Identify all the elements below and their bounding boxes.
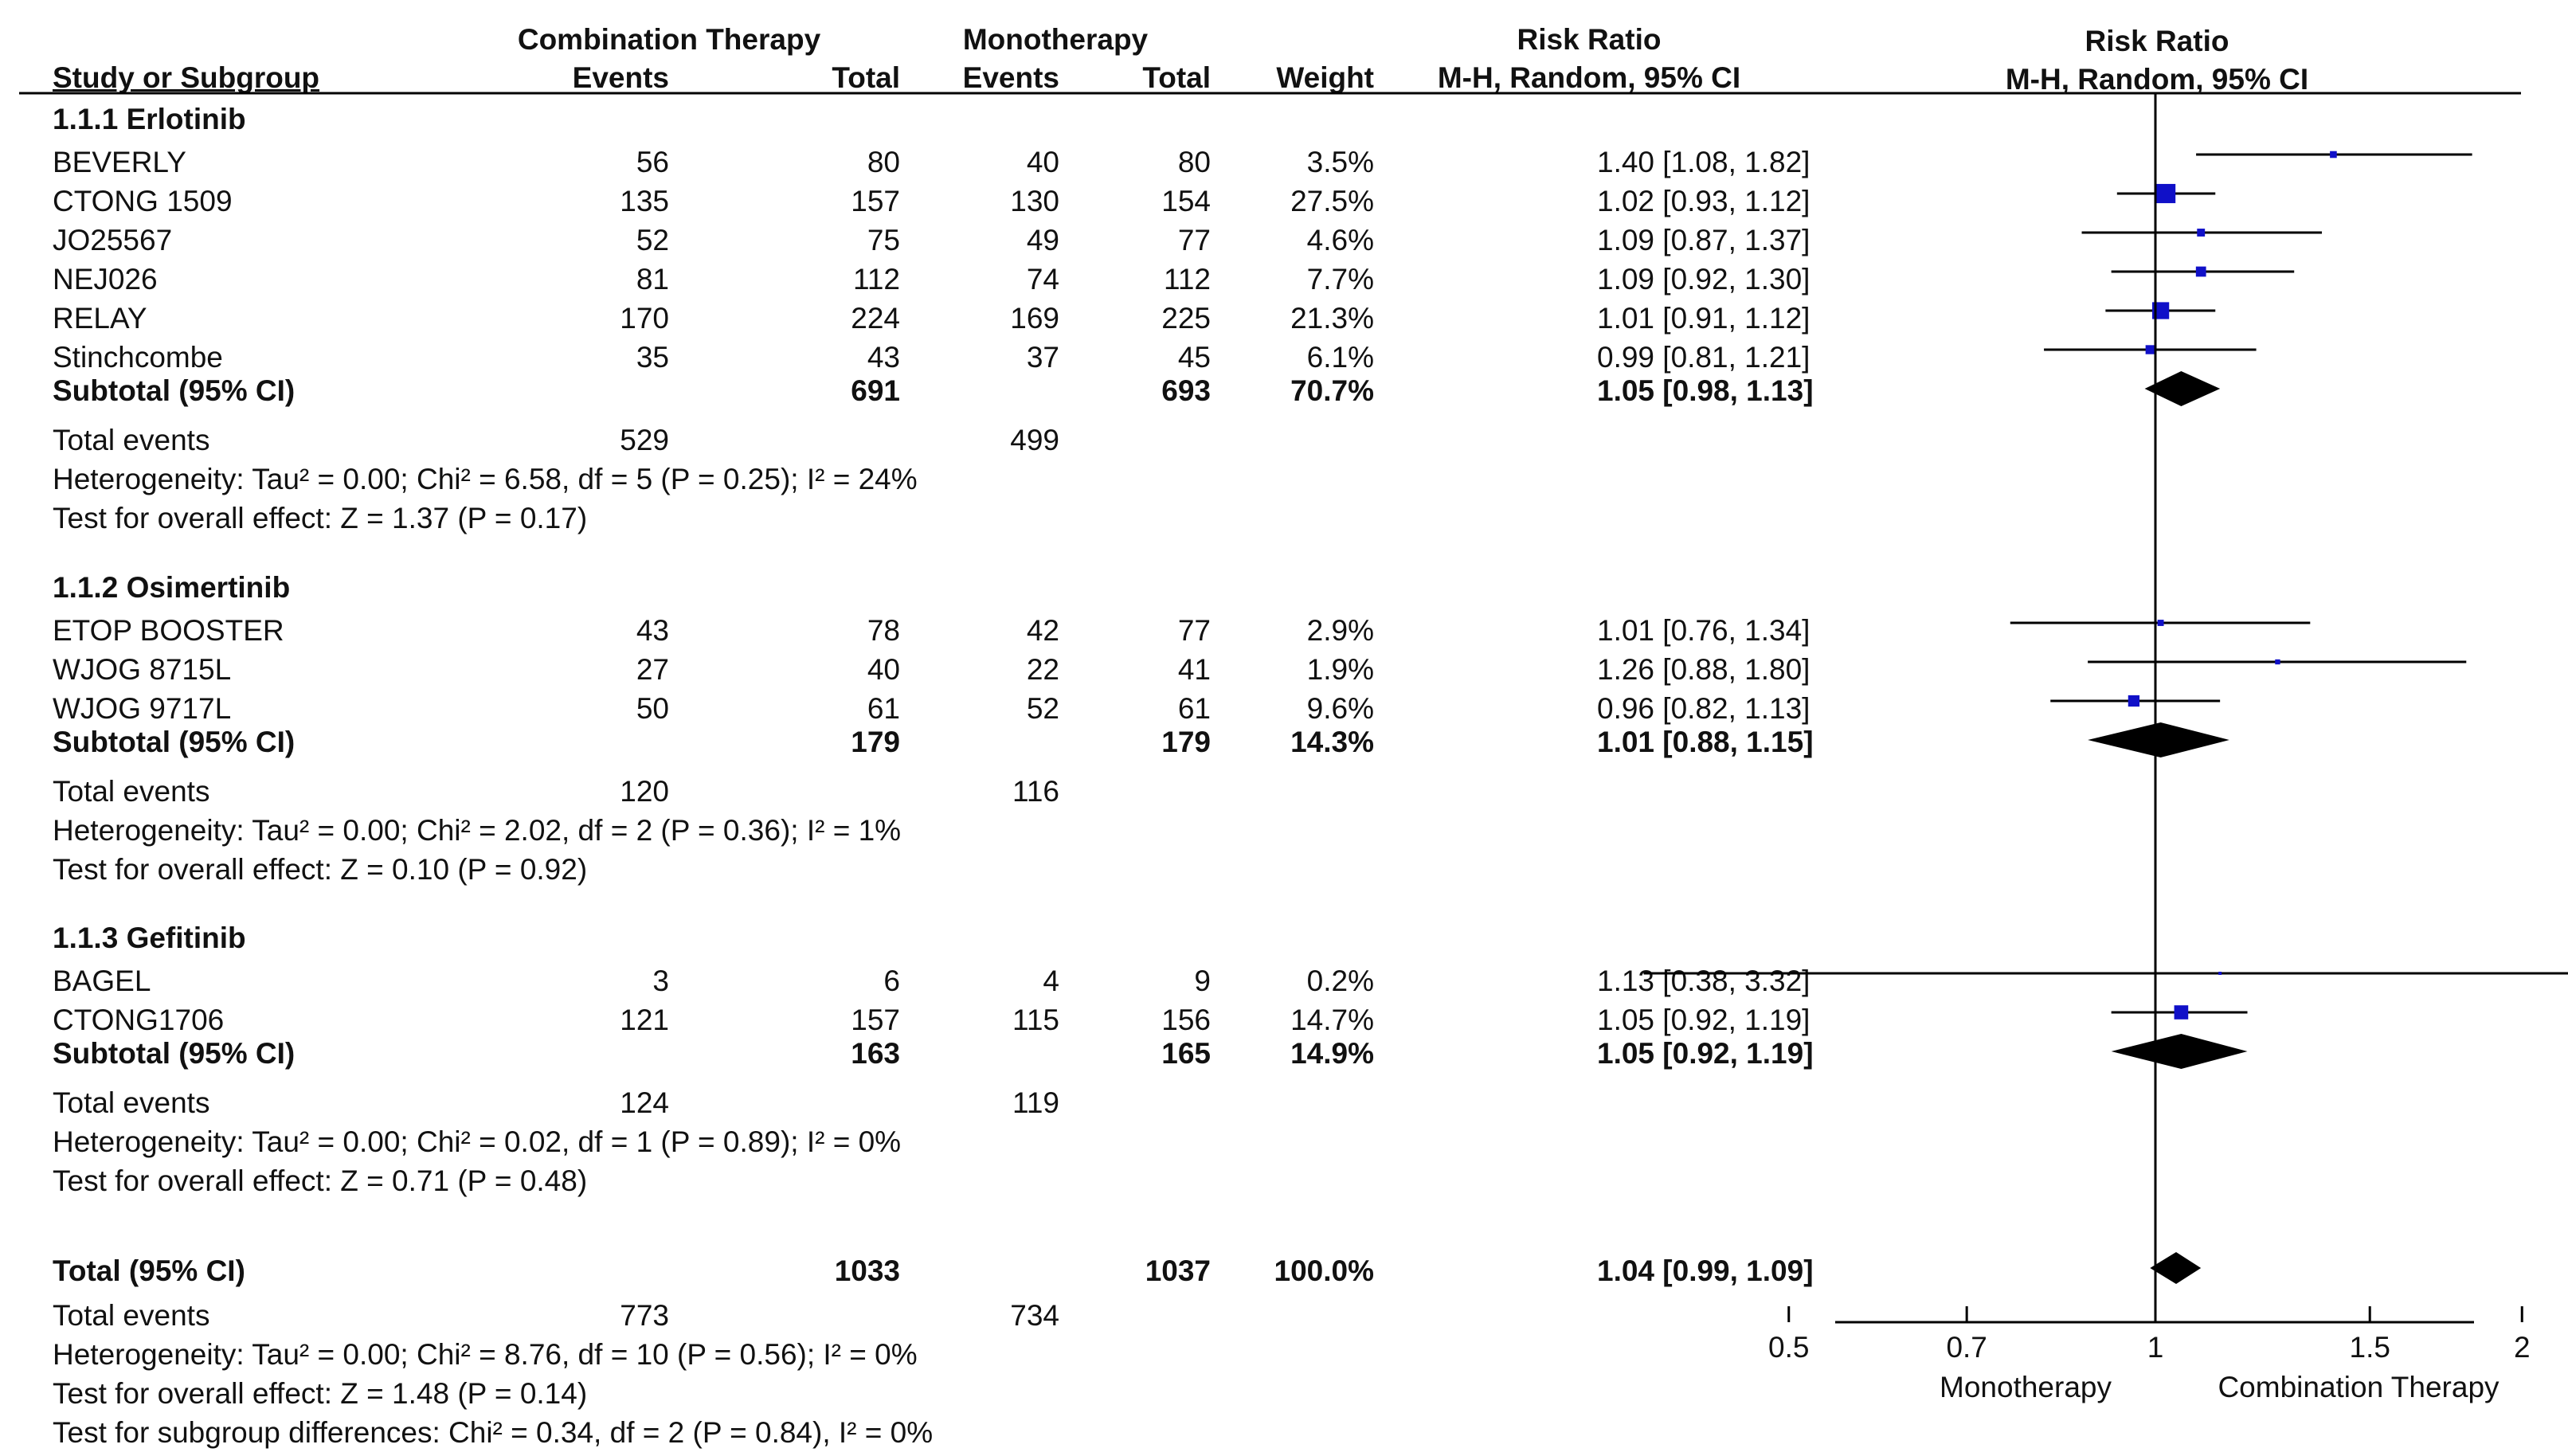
x-axis-tick-label: 2 xyxy=(2513,1331,2531,1364)
subgroup-title: 1.1.3 Gefitinib xyxy=(53,922,246,954)
subtotal-weight: 14.3% xyxy=(1290,726,1374,758)
study-effect-square xyxy=(2197,229,2205,237)
x-axis-tick-label: 1.5 xyxy=(2349,1331,2390,1364)
mono-events-header: Events xyxy=(962,61,1059,94)
ci-cell: 1.40 [1.08, 1.82] xyxy=(1597,146,1811,178)
weight-cell: 4.6% xyxy=(1306,224,1374,256)
comb-events-cell: 52 xyxy=(636,224,669,256)
subtotal-ci: 1.05 [0.98, 1.13] xyxy=(1597,374,1814,407)
comb-events-cell: 50 xyxy=(636,692,669,725)
ci-cell: 0.96 [0.82, 1.13] xyxy=(1597,692,1811,725)
mono-events-cell: 37 xyxy=(1026,341,1059,374)
study-name: BAGEL xyxy=(53,965,151,997)
ci-cell: 1.09 [0.92, 1.30] xyxy=(1597,263,1811,296)
study-effect-square xyxy=(2218,972,2222,975)
subtotal-mono-total: 165 xyxy=(1161,1037,1211,1070)
mono-total-cell: 156 xyxy=(1161,1004,1211,1036)
comb-events-cell: 121 xyxy=(620,1004,669,1036)
study-column-header: Study or Subgroup xyxy=(53,61,320,94)
comb-events-cell: 135 xyxy=(620,185,669,217)
subtotal-comb-total: 179 xyxy=(851,726,900,758)
mono-events-cell: 52 xyxy=(1026,692,1059,725)
overall-total-events-comb: 773 xyxy=(620,1299,669,1332)
subgroup-differences-text: Test for subgroup differences: Chi² = 0.34, df = 2 (P = 0.84), I² = 0% xyxy=(53,1416,934,1449)
weight-cell: 27.5% xyxy=(1290,185,1374,217)
method-table-header: M-H, Random, 95% CI xyxy=(1437,61,1741,94)
study-effect-square xyxy=(2128,695,2139,706)
weight-cell: 14.7% xyxy=(1290,1004,1374,1036)
mono-total-cell: 77 xyxy=(1177,224,1211,256)
heterogeneity-text: Heterogeneity: Tau² = 0.00; Chi² = 2.02, df = 2 (P = 0.36); I² = 1% xyxy=(53,814,902,847)
study-effect-square xyxy=(2330,151,2337,159)
subtotal-mono-total: 179 xyxy=(1161,726,1211,758)
overall-effect-total-text: Test for overall effect: Z = 1.48 (P = 0.14) xyxy=(53,1377,588,1410)
x-axis-tick-label: 1 xyxy=(2147,1331,2164,1364)
study-name: ETOP BOOSTER xyxy=(53,614,284,647)
mono-events-cell: 130 xyxy=(1010,185,1059,217)
study-name: WJOG 9717L xyxy=(53,692,232,725)
subgroup-title: 1.1.2 Osimertinib xyxy=(53,571,291,604)
subtotal-weight: 70.7% xyxy=(1290,374,1374,407)
study-name: Stinchcombe xyxy=(53,341,223,374)
subtotal-comb-total: 163 xyxy=(851,1037,900,1070)
comb-events-cell: 81 xyxy=(636,263,669,296)
subtotal-label: Subtotal (95% CI) xyxy=(53,374,296,407)
comb-total-cell: 40 xyxy=(867,653,900,686)
study-effect-square xyxy=(2275,660,2280,664)
mono-events-cell: 49 xyxy=(1026,224,1059,256)
comb-total-cell: 157 xyxy=(851,185,900,217)
study-name: BEVERLY xyxy=(53,146,186,178)
subtotal-label: Subtotal (95% CI) xyxy=(53,1037,296,1070)
monotherapy-header: Monotherapy xyxy=(962,23,1149,56)
comb-total-cell: 112 xyxy=(853,263,900,296)
comb-total-header: Total xyxy=(832,61,900,94)
overall-total-label: Total (95% CI) xyxy=(53,1254,245,1287)
mono-total-cell: 77 xyxy=(1177,614,1211,647)
comb-total-cell: 157 xyxy=(851,1004,900,1036)
overall-effect-text: Test for overall effect: Z = 0.71 (P = 0.48) xyxy=(53,1164,588,1197)
total-events-mono: 499 xyxy=(1010,424,1059,456)
heterogeneity-text: Heterogeneity: Tau² = 0.00; Chi² = 6.58, df = 5 (P = 0.25); I² = 24% xyxy=(53,463,918,495)
ci-cell: 1.09 [0.87, 1.37] xyxy=(1597,224,1811,256)
comb-events-cell: 27 xyxy=(636,653,669,686)
weight-cell: 6.1% xyxy=(1306,341,1374,374)
ci-cell: 0.99 [0.81, 1.21] xyxy=(1597,341,1811,374)
combination-therapy-header: Combination Therapy xyxy=(517,23,821,56)
mono-total-cell: 112 xyxy=(1164,263,1211,296)
total-events-comb: 120 xyxy=(620,775,669,808)
total-events-label: Total events xyxy=(53,775,210,808)
overall-effect-text: Test for overall effect: Z = 1.37 (P = 0.17) xyxy=(53,502,588,534)
study-effect-square xyxy=(2146,345,2155,354)
x-axis-tick-label: 0.5 xyxy=(1768,1331,1810,1364)
study-name: RELAY xyxy=(53,302,147,335)
comb-total-cell: 43 xyxy=(867,341,900,374)
mono-total-cell: 41 xyxy=(1177,653,1211,686)
subtotal-diamond xyxy=(2112,1034,2248,1069)
comb-total-cell: 6 xyxy=(883,965,900,997)
subtotal-label: Subtotal (95% CI) xyxy=(53,726,296,758)
weight-cell: 2.9% xyxy=(1306,614,1374,647)
comb-events-cell: 43 xyxy=(636,614,669,647)
comb-total-cell: 224 xyxy=(851,302,900,335)
subtotal-ci: 1.01 [0.88, 1.15] xyxy=(1597,726,1814,758)
weight-cell: 7.7% xyxy=(1306,263,1374,296)
ci-cell: 1.05 [0.92, 1.19] xyxy=(1597,1004,1811,1036)
overall-effect-text: Test for overall effect: Z = 0.10 (P = 0.92) xyxy=(53,853,588,886)
subtotal-ci: 1.05 [0.92, 1.19] xyxy=(1597,1037,1814,1070)
overall-weight: 100.0% xyxy=(1274,1254,1374,1287)
ci-cell: 1.02 [0.93, 1.12] xyxy=(1597,185,1811,217)
mono-events-cell: 42 xyxy=(1026,614,1059,647)
subtotal-comb-total: 691 xyxy=(851,374,900,407)
comb-total-cell: 78 xyxy=(867,614,900,647)
subtotal-weight: 14.9% xyxy=(1290,1037,1374,1070)
heterogeneity-text: Heterogeneity: Tau² = 0.00; Chi² = 0.02, df = 1 (P = 0.89); I² = 0% xyxy=(53,1125,902,1158)
subtotal-diamond xyxy=(2088,722,2229,757)
study-effect-square xyxy=(2196,267,2206,277)
comb-events-cell: 170 xyxy=(620,302,669,335)
study-name: WJOG 8715L xyxy=(53,653,232,686)
x-axis-tick-label: 0.7 xyxy=(1946,1331,1987,1364)
overall-comb-total: 1033 xyxy=(834,1254,900,1287)
overall-mono-total: 1037 xyxy=(1145,1254,1211,1287)
comb-events-cell: 56 xyxy=(636,146,669,178)
mono-total-cell: 61 xyxy=(1177,692,1211,725)
subtotal-mono-total: 693 xyxy=(1161,374,1211,407)
mono-total-cell: 154 xyxy=(1161,185,1211,217)
mono-total-header: Total xyxy=(1142,61,1211,94)
total-events-mono: 116 xyxy=(1012,775,1059,808)
mono-total-cell: 9 xyxy=(1194,965,1211,997)
comb-total-cell: 80 xyxy=(867,146,900,178)
mono-total-cell: 45 xyxy=(1177,341,1211,374)
study-name: CTONG 1509 xyxy=(53,185,233,217)
weight-cell: 0.2% xyxy=(1306,965,1374,997)
study-name: JO25567 xyxy=(53,224,173,256)
overall-total-events-mono: 734 xyxy=(1010,1299,1059,1332)
subgroup-title: 1.1.1 Erlotinib xyxy=(53,103,246,135)
weight-cell: 9.6% xyxy=(1306,692,1374,725)
ci-cell: 1.26 [0.88, 1.80] xyxy=(1597,653,1811,686)
weight-header: Weight xyxy=(1276,61,1374,94)
study-name: NEJ026 xyxy=(53,263,158,296)
study-effect-square xyxy=(2158,620,2164,626)
mono-total-cell: 80 xyxy=(1177,146,1211,178)
study-name: CTONG1706 xyxy=(53,1004,225,1036)
comb-events-cell: 3 xyxy=(652,965,669,997)
comb-total-cell: 61 xyxy=(867,692,900,725)
weight-cell: 21.3% xyxy=(1290,302,1374,335)
ci-cell: 1.01 [0.76, 1.34] xyxy=(1597,614,1811,647)
total-events-comb: 529 xyxy=(620,424,669,456)
overall-ci: 1.04 [0.99, 1.09] xyxy=(1597,1254,1814,1287)
mono-events-cell: 40 xyxy=(1026,146,1059,178)
weight-cell: 3.5% xyxy=(1306,146,1374,178)
overall-heterogeneity-text: Heterogeneity: Tau² = 0.00; Chi² = 8.76, df = 10 (P = 0.56); I² = 0% xyxy=(53,1338,918,1371)
risk-ratio-table-header: Risk Ratio xyxy=(1517,23,1662,56)
mono-events-cell: 74 xyxy=(1026,263,1059,296)
comb-total-cell: 75 xyxy=(867,224,900,256)
comb-events-header: Events xyxy=(572,61,669,94)
study-effect-square xyxy=(2175,1005,2189,1020)
ci-cell: 1.13 [0.38, 3.32] xyxy=(1597,965,1811,997)
risk-ratio-plot-header: Risk Ratio xyxy=(2085,25,2229,57)
method-plot-header: M-H, Random, 95% CI xyxy=(2005,63,2309,96)
mono-total-cell: 225 xyxy=(1161,302,1211,335)
total-events-mono: 119 xyxy=(1012,1086,1059,1119)
comb-events-cell: 35 xyxy=(636,341,669,374)
weight-cell: 1.9% xyxy=(1306,653,1374,686)
mono-events-cell: 4 xyxy=(1043,965,1059,997)
mono-events-cell: 169 xyxy=(1010,302,1059,335)
mono-events-cell: 22 xyxy=(1026,653,1059,686)
ci-cell: 1.01 [0.91, 1.12] xyxy=(1597,302,1811,335)
total-events-label: Total events xyxy=(53,424,210,456)
mono-events-cell: 115 xyxy=(1012,1004,1059,1036)
favours-combination-label: Combination Therapy xyxy=(2218,1371,2499,1403)
favours-monotherapy-label: Monotherapy xyxy=(1940,1371,2112,1403)
overall-diamond xyxy=(2150,1252,2201,1284)
overall-total-events-label: Total events xyxy=(53,1299,210,1332)
study-effect-square xyxy=(2156,184,2175,203)
total-events-label: Total events xyxy=(53,1086,210,1119)
total-events-comb: 124 xyxy=(620,1086,669,1119)
